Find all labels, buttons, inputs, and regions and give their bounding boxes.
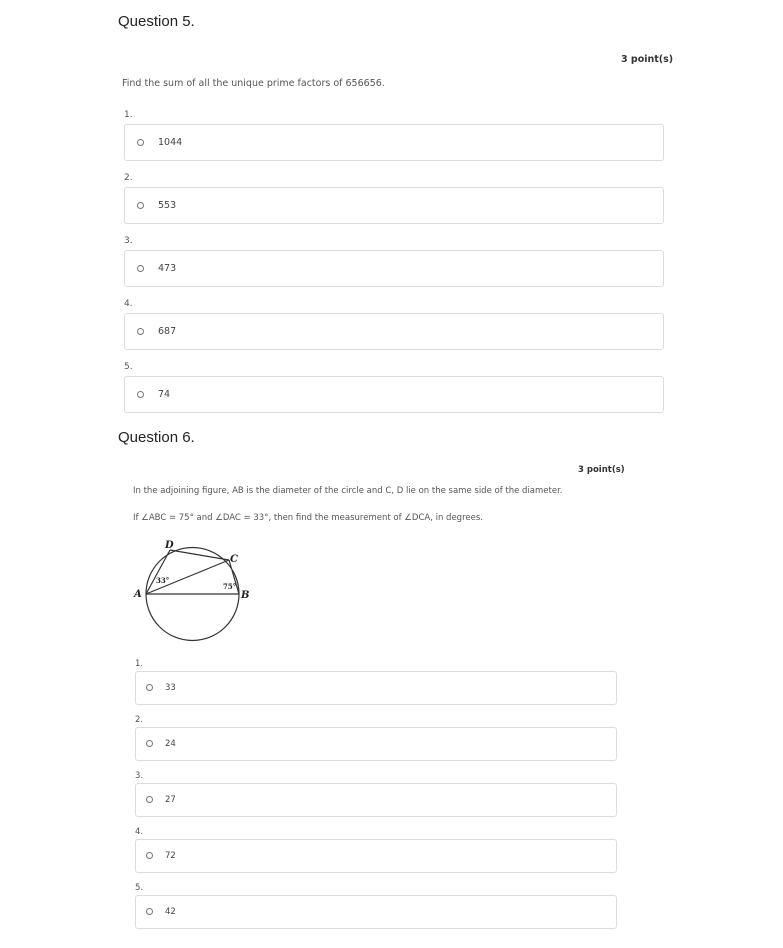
option-number: 1.: [124, 110, 133, 120]
option-number: 5.: [124, 362, 133, 372]
point-d-label: D: [165, 540, 174, 551]
question-text-line-1: In the adjoining figure, AB is the diameter of the circle and C, D lie on the same side of the diameter.: [133, 486, 563, 496]
option-number: 4.: [124, 299, 133, 309]
answer-option[interactable]: [135, 839, 617, 873]
option-label: 72: [165, 851, 176, 861]
answer-option[interactable]: [135, 671, 617, 705]
option-number: 2.: [124, 173, 133, 183]
answer-option[interactable]: [124, 187, 664, 224]
angle-abc-label: 75°: [223, 582, 237, 591]
radio-button-icon[interactable]: [137, 139, 144, 146]
answer-option[interactable]: [124, 376, 664, 413]
option-number: 3.: [124, 236, 133, 246]
question-text-line-2: If ∠ABC = 75° and ∠DAC = 33°, then find the measurement of ∠DCA, in degrees.: [133, 513, 483, 523]
option-number: 5.: [135, 883, 144, 893]
answer-option[interactable]: [124, 250, 664, 287]
option-number: 4.: [135, 827, 144, 837]
point-c-label: C: [230, 554, 238, 565]
option-label: 1044: [158, 137, 183, 148]
point-a-label: A: [134, 589, 142, 600]
chord-dc: [170, 550, 229, 560]
option-number: 3.: [135, 771, 144, 781]
answer-option[interactable]: [135, 783, 617, 817]
radio-button-icon[interactable]: [146, 852, 153, 859]
circle-geometry-figure: [133, 537, 263, 647]
angle-dac-label: 33°: [156, 576, 170, 585]
radio-button-icon[interactable]: [137, 328, 144, 335]
option-number: 1.: [135, 659, 144, 669]
question-title: Question 5.: [118, 13, 195, 30]
radio-button-icon[interactable]: [137, 265, 144, 272]
radio-button-icon[interactable]: [146, 796, 153, 803]
option-label: 42: [165, 907, 176, 917]
point-b-label: B: [241, 590, 250, 601]
question-title: Question 6.: [118, 429, 195, 446]
option-number: 2.: [135, 715, 144, 725]
points-badge: 3 point(s): [621, 54, 674, 65]
option-label: 33: [165, 683, 176, 693]
option-label: 473: [158, 263, 177, 274]
option-label: 24: [165, 739, 176, 749]
question-text: Find the sum of all the unique prime factors of 656656.: [122, 78, 385, 89]
chord-ad: [146, 550, 170, 594]
radio-button-icon[interactable]: [146, 684, 153, 691]
radio-button-icon[interactable]: [146, 908, 153, 915]
answer-option[interactable]: [135, 895, 617, 929]
option-label: 553: [158, 200, 177, 211]
points-badge: 3 point(s): [578, 465, 625, 475]
radio-button-icon[interactable]: [137, 391, 144, 398]
answer-option[interactable]: [135, 727, 617, 761]
radio-button-icon[interactable]: [146, 740, 153, 747]
option-label: 27: [165, 795, 176, 805]
answer-option[interactable]: [124, 124, 664, 161]
option-label: 687: [158, 326, 177, 337]
answer-option[interactable]: [124, 313, 664, 350]
radio-button-icon[interactable]: [137, 202, 144, 209]
option-label: 74: [158, 389, 171, 400]
